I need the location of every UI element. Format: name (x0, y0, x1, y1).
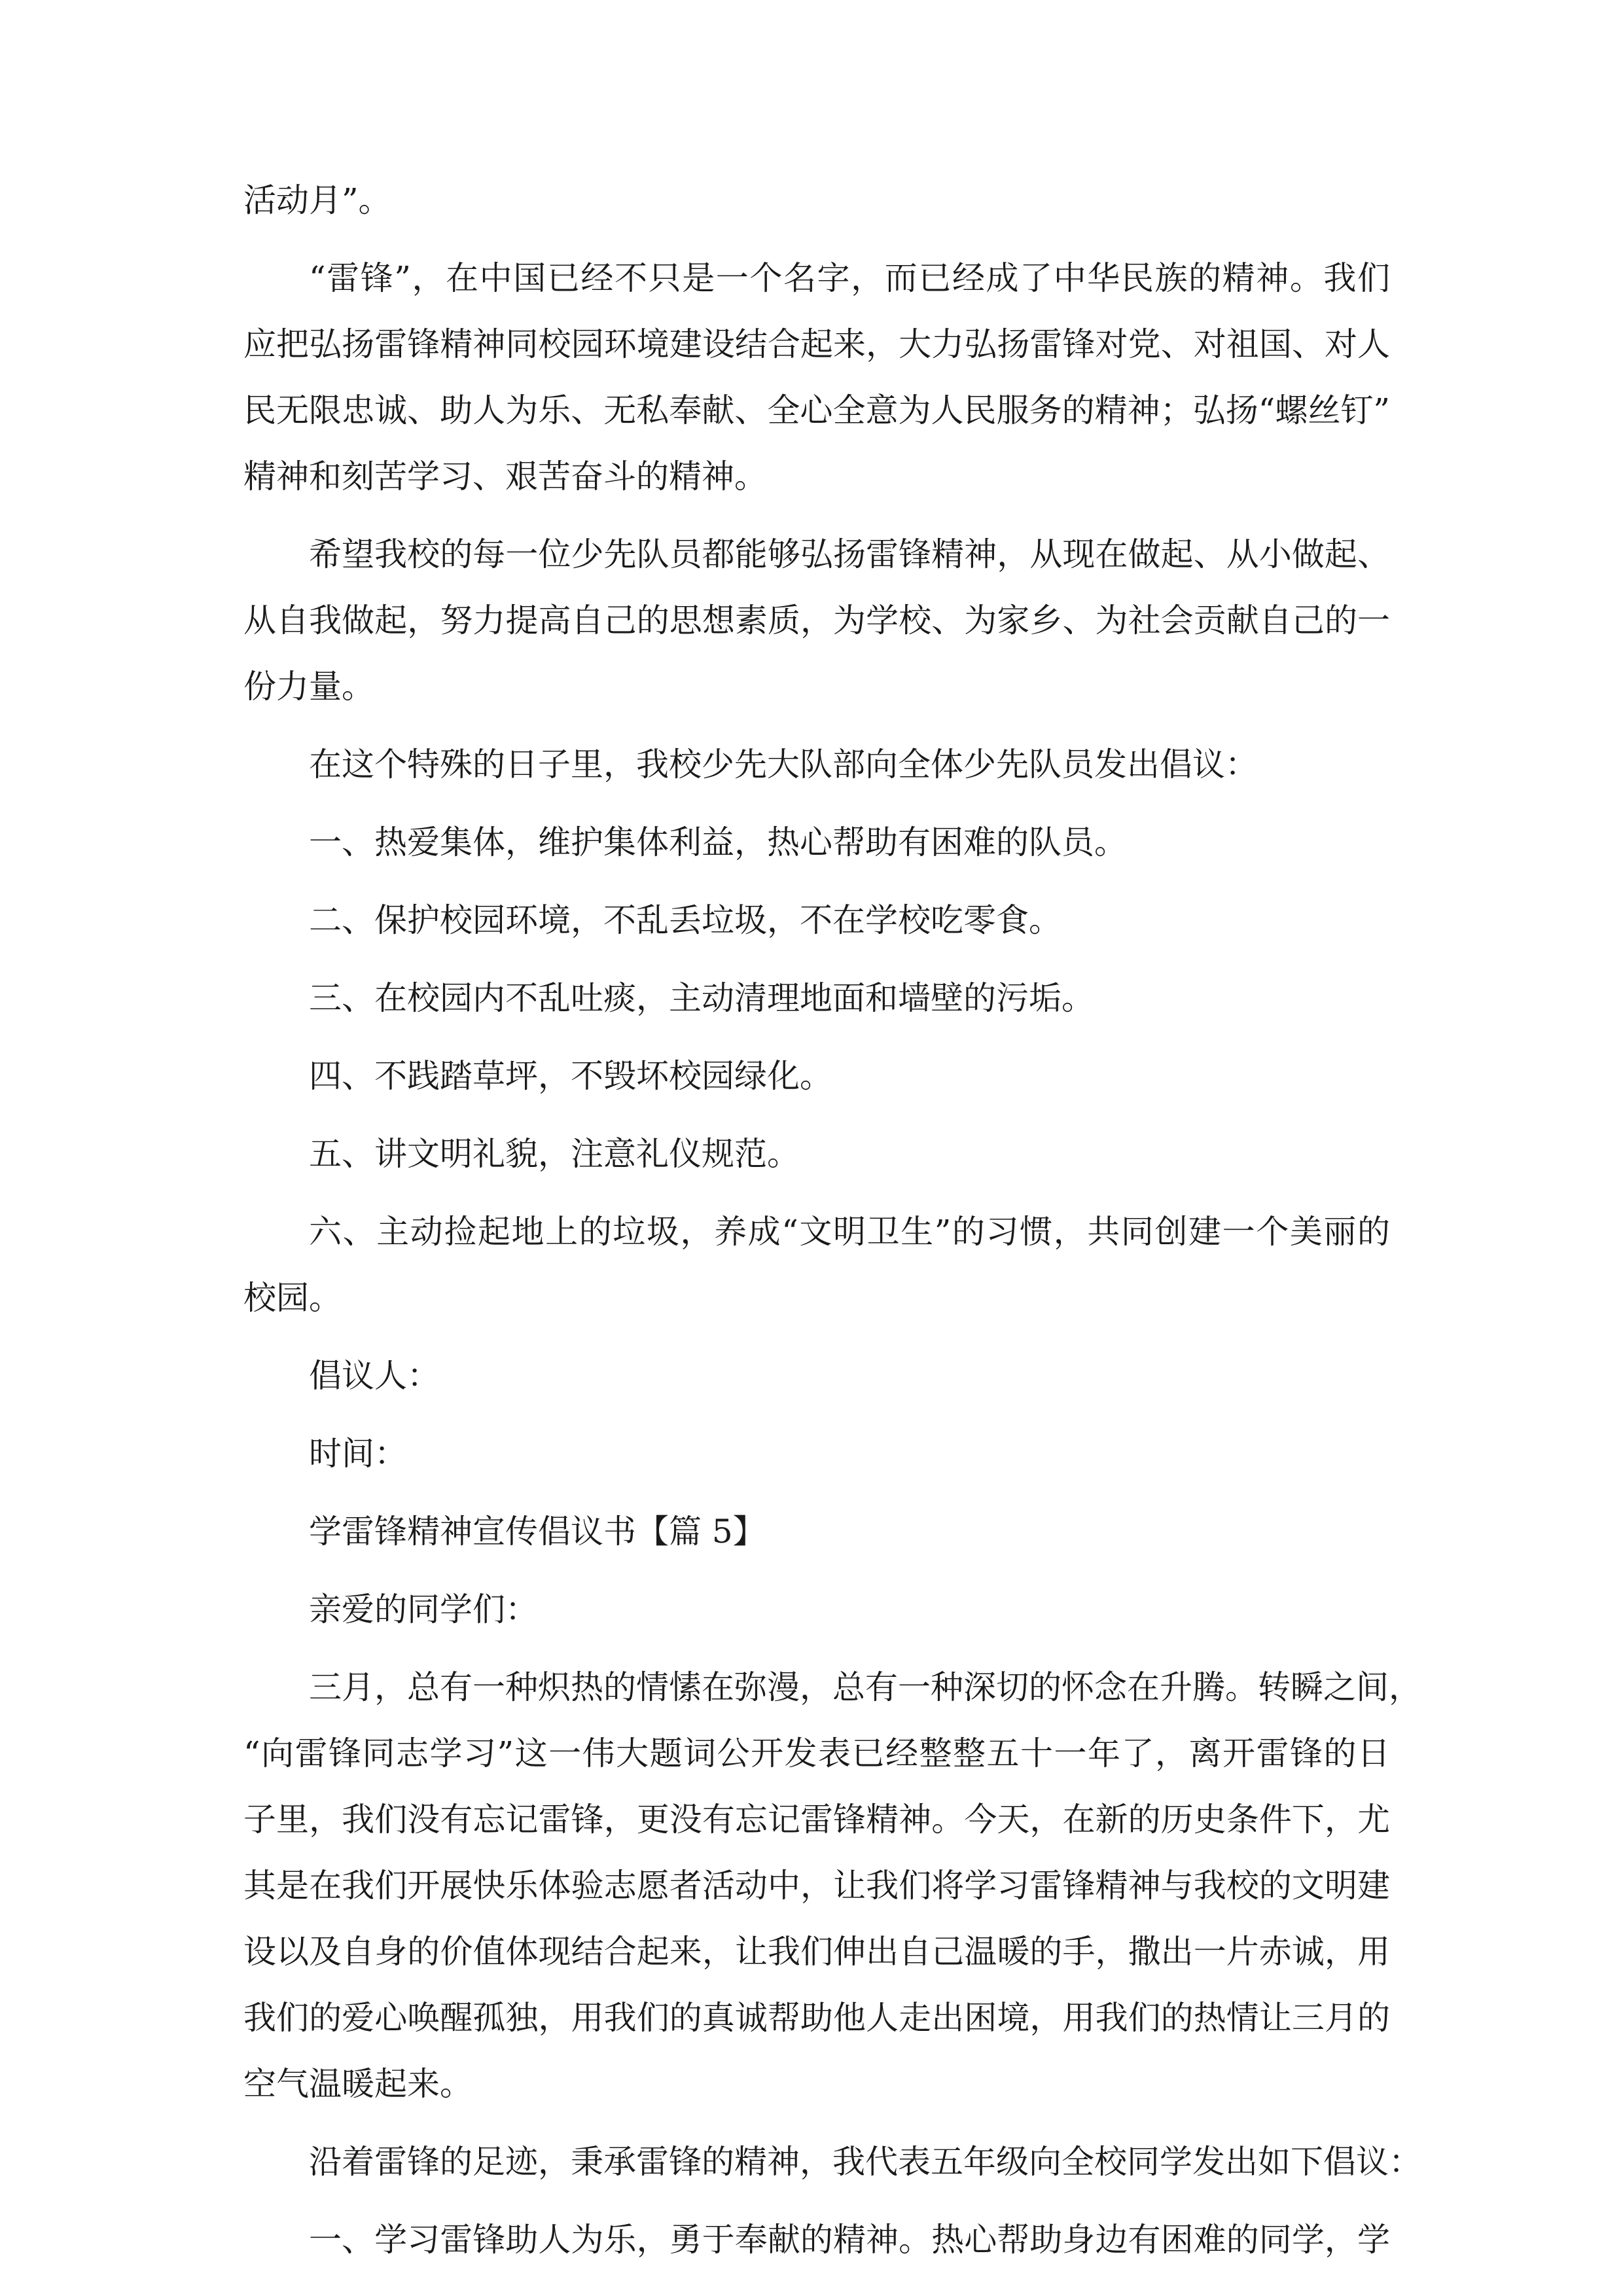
text-line: 设以及自身的价值体现结合起来，让我们伸出自己温暖的手，撒出一片赤诚，用 (243, 1933, 1390, 1971)
text-line: 份力量。 (243, 668, 374, 706)
text-line: 希望我校的每一位少先队员都能够弘扬雷锋精神，从现在做起、从小做起、 (309, 535, 1390, 573)
text-line: “雷锋”，在中国已经不只是一个名字，而已经成了中华民族的精神。我们 (309, 259, 1390, 297)
text-line: 我们的爱心唤醒孤独，用我们的真诚帮助他人走出困境，用我们的热情让三月的 (243, 1999, 1390, 2037)
text-line: 空气温暖起来。 (243, 2065, 473, 2103)
date-label: 时间： (309, 1435, 407, 1473)
document-body (243, 168, 1421, 2273)
list-item: 五、讲文明礼貌，注意礼仪规范。 (309, 1135, 800, 1173)
text-line: 民无限忠诚、助人为乐、无私奉献、全心全意为人民服务的精神；弘扬“螺丝钉” (243, 391, 1390, 429)
salutation: 亲爱的同学们： (309, 1590, 538, 1628)
list-item: 一、学习雷锋助人为乐，勇于奉献的精神。热心帮助身边有困难的同学，学 (309, 2221, 1390, 2259)
text-line: 沿着雷锋的足迹，秉承雷锋的精神，我代表五年级向全校同学发出如下倡议： (309, 2143, 1421, 2181)
text-line: 在这个特殊的日子里，我校少先大队部向全体少先队员发出倡议： (309, 745, 1258, 783)
list-item: 四、不践踏草坪，不毁坏校园绿化。 (309, 1057, 832, 1095)
text-line: “向雷锋同志学习”这一伟大题词公开发表已经整整五十一年了，离开雷锋的日 (243, 1734, 1390, 1772)
text-line: 校园。 (243, 1279, 342, 1317)
text-line: 活动月”。 (243, 181, 391, 219)
section-title: 学雷锋精神宣传倡议书【篇 5】 (309, 1513, 766, 1551)
signature-label: 倡议人： (309, 1357, 440, 1395)
text-line: 应把弘扬雷锋精神同校园环境建设结合起来，大力弘扬雷锋对党、对祖国、对人 (243, 325, 1390, 363)
list-item: 三、在校园内不乱吐痰，主动清理地面和墙壁的污垢。 (309, 979, 1094, 1017)
list-item: 六、主动捡起地上的垃圾，养成“文明卫生”的习惯，共同创建一个美丽的 (309, 1213, 1390, 1251)
list-item: 二、保护校园环境，不乱丢垃圾，不在学校吃零食。 (309, 901, 1061, 939)
text-line: 三月，总有一种炽热的情愫在弥漫，总有一种深切的怀念在升腾。转瞬之间， (309, 1668, 1421, 1706)
text-line: 其是在我们开展快乐体验志愿者活动中，让我们将学习雷锋精神与我校的文明建 (243, 1867, 1390, 1905)
list-item: 一、热爱集体，维护集体利益，热心帮助有困难的队员。 (309, 823, 1127, 861)
text-line: 子里，我们没有忘记雷锋，更没有忘记雷锋精神。今天，在新的历史条件下，尤 (243, 1801, 1390, 1839)
text-line: 从自我做起，努力提高自己的思想素质，为学校、为家乡、为社会贡献自己的一 (243, 601, 1390, 639)
text-line: 精神和刻苦学习、艰苦奋斗的精神。 (243, 457, 767, 495)
